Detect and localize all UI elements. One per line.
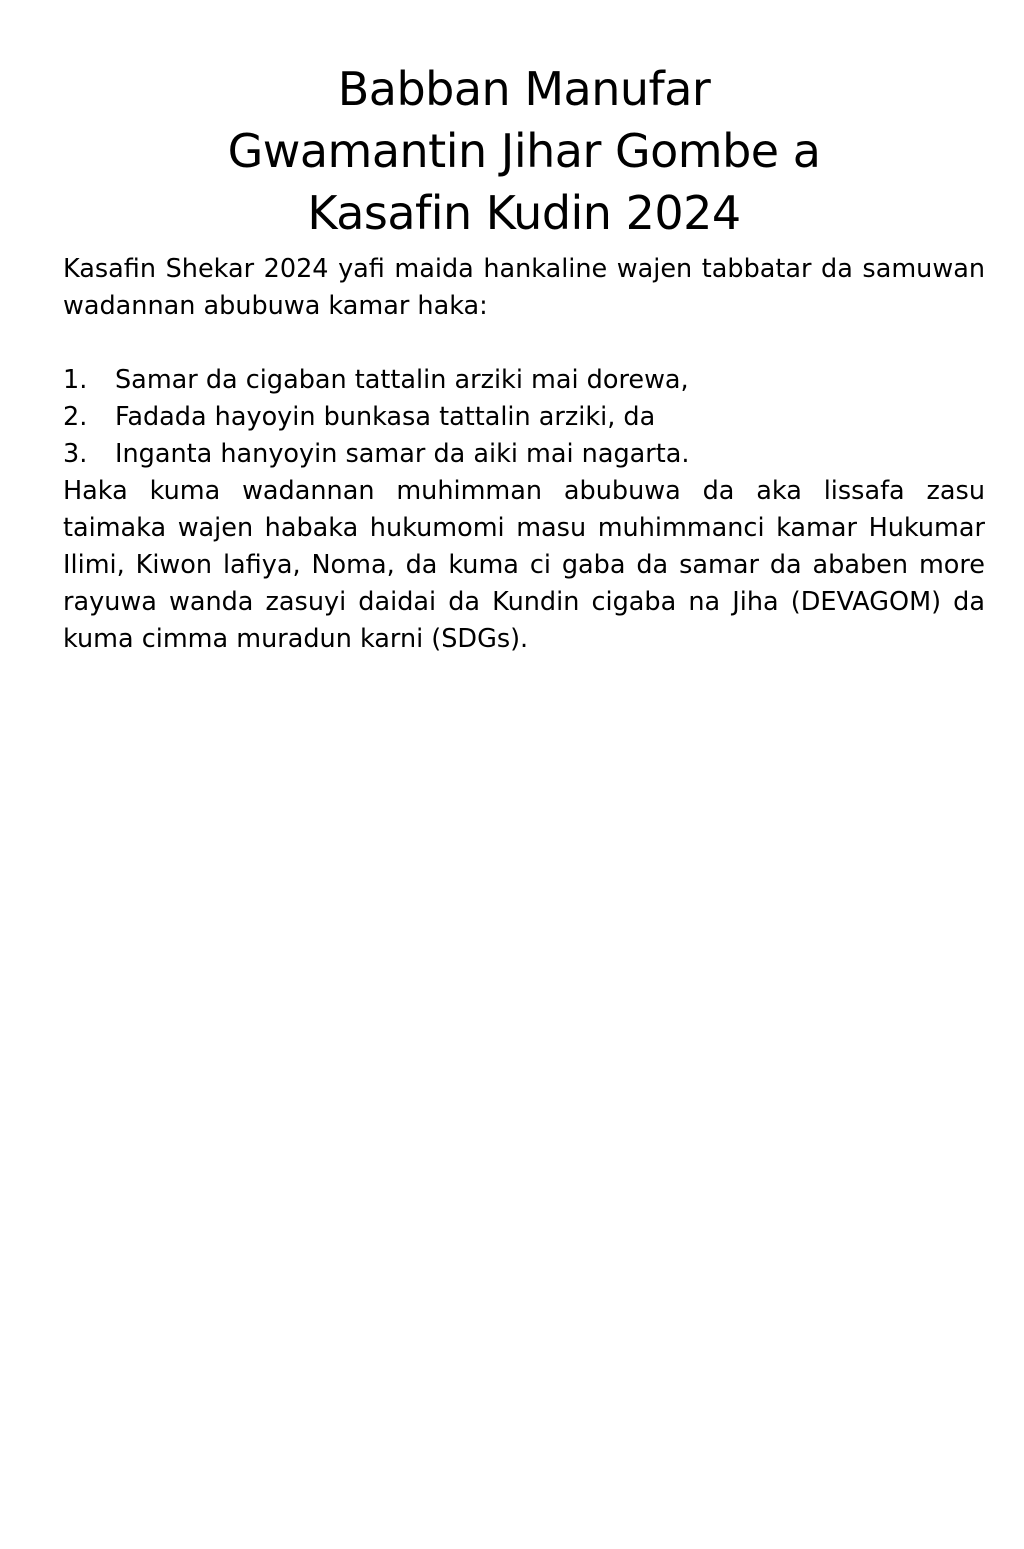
intro-paragraph: Kasafin Shekar 2024 yafi maida hankaline wajen tabbatar da samuwan wadannan abubuwa kamar haka: [63,254,985,321]
title-line-3: Kasafin Kudin 2024 [307,186,741,240]
list-item-text: Fadada hayoyin bunkasa tattalin arziki, da [115,402,656,432]
list-item [63,399,985,436]
list-item-text: Inganta hanyoyin samar da aiki mai nagarta. [115,439,690,469]
document-page [63,58,985,658]
list-item [63,436,985,473]
objectives-list [63,362,985,473]
list-item-number: 2. [63,402,88,432]
closing-paragraph: Haka kuma wadannan muhimman abubuwa da aka lissafa zasu taimaka wajen habaka hukumomi masu muhimmanci kamar Hukumar Ilimi, Kiwon lafiya, Noma, da kuma ci gaba da samar da ababen more rayuwa wanda zasuyi daidai da Kundin cigaba na Jiha (DEVAGOM) da kuma cimma muradun karni (SDGs). [63,476,985,654]
title-line-1: Babban Manufar [337,62,711,116]
list-item-number: 3. [63,439,88,469]
list-item [63,362,985,399]
title-line-2: Gwamantin Jihar Gombe a [227,124,821,178]
page-title [63,58,985,244]
list-item-text: Samar da cigaban tattalin arziki mai dorewa, [115,365,689,395]
list-item-number: 1. [63,365,88,395]
